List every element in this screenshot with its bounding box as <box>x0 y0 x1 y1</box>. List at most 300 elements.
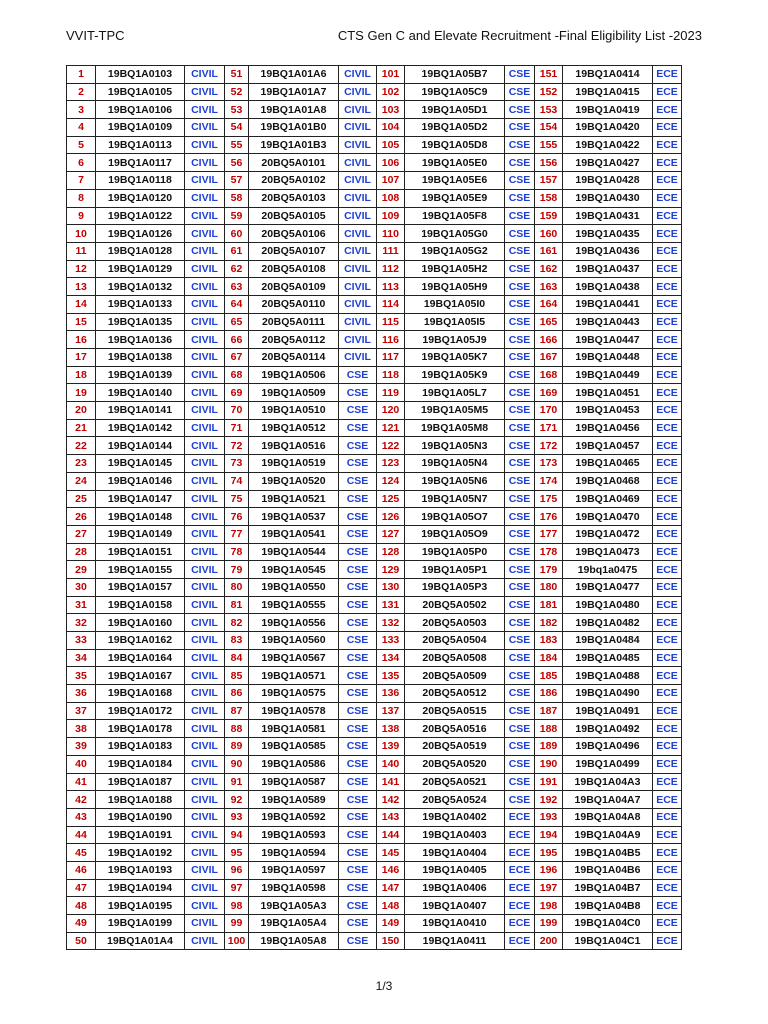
table-row <box>67 207 682 225</box>
branch-cell: ECE <box>653 384 682 402</box>
branch-cell: CSE <box>339 455 377 473</box>
roll-number-cell: 19BQ1A0470 <box>563 508 653 526</box>
roll-number-cell: 19BQ1A0122 <box>96 207 185 225</box>
roll-number-cell: 19BQ1A0146 <box>96 472 185 490</box>
serial-number-cell: 113 <box>377 278 405 296</box>
serial-number-cell: 123 <box>377 455 405 473</box>
serial-number-cell: 78 <box>225 543 249 561</box>
branch-cell: ECE <box>653 649 682 667</box>
roll-number-cell: 19BQ1A0126 <box>96 225 185 243</box>
serial-number-cell: 70 <box>225 402 249 420</box>
roll-number-cell: 19BQ1A0512 <box>249 419 339 437</box>
roll-number-cell: 19BQ1A0193 <box>96 861 185 879</box>
roll-number-cell: 19BQ1A0144 <box>96 437 185 455</box>
serial-number-cell: 58 <box>225 189 249 207</box>
serial-number-cell: 95 <box>225 844 249 862</box>
branch-cell: ECE <box>653 260 682 278</box>
roll-number-cell: 19BQ1A0555 <box>249 596 339 614</box>
serial-number-cell: 141 <box>377 773 405 791</box>
serial-number-cell: 119 <box>377 384 405 402</box>
serial-number-cell: 104 <box>377 119 405 137</box>
branch-cell: CSE <box>505 490 535 508</box>
roll-number-cell: 19BQ1A0120 <box>96 189 185 207</box>
table-row <box>67 101 682 119</box>
branch-cell: CSE <box>505 384 535 402</box>
serial-number-cell: 200 <box>535 932 563 950</box>
roll-number-cell: 20BQ5A0106 <box>249 225 339 243</box>
serial-number-cell: 148 <box>377 897 405 915</box>
roll-number-cell: 19BQ1A0410 <box>405 915 505 933</box>
serial-number-cell: 122 <box>377 437 405 455</box>
branch-cell: ECE <box>653 490 682 508</box>
branch-cell: CIVIL <box>185 649 225 667</box>
table-row <box>67 844 682 862</box>
serial-number-cell: 14 <box>67 295 96 313</box>
roll-number-cell: 19BQ1A0103 <box>96 66 185 84</box>
branch-cell: ECE <box>653 119 682 137</box>
serial-number-cell: 185 <box>535 667 563 685</box>
roll-number-cell: 19BQ1A0155 <box>96 561 185 579</box>
table-row <box>67 472 682 490</box>
table-row <box>67 720 682 738</box>
roll-number-cell: 19BQ1A05P0 <box>405 543 505 561</box>
roll-number-cell: 19BQ1A0427 <box>563 154 653 172</box>
table-row <box>67 525 682 543</box>
roll-number-cell: 19BQ1A0597 <box>249 861 339 879</box>
branch-cell: CIVIL <box>185 490 225 508</box>
roll-number-cell: 20BQ5A0504 <box>405 632 505 650</box>
serial-number-cell: 72 <box>225 437 249 455</box>
roll-number-cell: 19BQ1A0537 <box>249 508 339 526</box>
branch-cell: CSE <box>505 649 535 667</box>
serial-number-cell: 89 <box>225 738 249 756</box>
serial-number-cell: 117 <box>377 349 405 367</box>
branch-cell: CSE <box>505 561 535 579</box>
serial-number-cell: 45 <box>67 844 96 862</box>
roll-number-cell: 19BQ1A05L7 <box>405 384 505 402</box>
table-row <box>67 419 682 437</box>
branch-cell: CIVIL <box>185 207 225 225</box>
roll-number-cell: 19BQ1A04B8 <box>563 897 653 915</box>
branch-cell: ECE <box>653 172 682 190</box>
serial-number-cell: 87 <box>225 702 249 720</box>
roll-number-cell: 20BQ5A0503 <box>405 614 505 632</box>
branch-cell: CSE <box>505 154 535 172</box>
serial-number-cell: 1 <box>67 66 96 84</box>
roll-number-cell: 19BQ1A0420 <box>563 119 653 137</box>
roll-number-cell: 19BQ1A0585 <box>249 738 339 756</box>
table-row <box>67 596 682 614</box>
branch-cell: CIVIL <box>185 702 225 720</box>
serial-number-cell: 10 <box>67 225 96 243</box>
serial-number-cell: 96 <box>225 861 249 879</box>
serial-number-cell: 147 <box>377 879 405 897</box>
serial-number-cell: 82 <box>225 614 249 632</box>
roll-number-cell: 19BQ1A0199 <box>96 915 185 933</box>
roll-number-cell: 19BQ1A0571 <box>249 667 339 685</box>
roll-number-cell: 19BQ1A01A7 <box>249 83 339 101</box>
branch-cell: CIVIL <box>185 225 225 243</box>
serial-number-cell: 162 <box>535 260 563 278</box>
roll-number-cell: 19BQ1A0488 <box>563 667 653 685</box>
table-row <box>67 455 682 473</box>
roll-number-cell: 19BQ1A0142 <box>96 419 185 437</box>
branch-cell: CSE <box>339 490 377 508</box>
roll-number-cell: 20BQ5A0524 <box>405 791 505 809</box>
roll-number-cell: 20BQ5A0102 <box>249 172 339 190</box>
branch-cell: ECE <box>505 915 535 933</box>
serial-number-cell: 23 <box>67 455 96 473</box>
branch-cell: CIVIL <box>185 260 225 278</box>
branch-cell: CSE <box>339 897 377 915</box>
roll-number-cell: 19BQ1A04C1 <box>563 932 653 950</box>
branch-cell: ECE <box>653 437 682 455</box>
branch-cell: CIVIL <box>185 66 225 84</box>
branch-cell: CIVIL <box>185 508 225 526</box>
table-row <box>67 861 682 879</box>
serial-number-cell: 102 <box>377 83 405 101</box>
serial-number-cell: 182 <box>535 614 563 632</box>
roll-number-cell: 19BQ1A0160 <box>96 614 185 632</box>
branch-cell: ECE <box>653 897 682 915</box>
roll-number-cell: 19BQ1A04A9 <box>563 826 653 844</box>
roll-number-cell: 19BQ1A0404 <box>405 844 505 862</box>
roll-number-cell: 19BQ1A0113 <box>96 136 185 154</box>
roll-number-cell: 20BQ5A0512 <box>405 685 505 703</box>
roll-number-cell: 19BQ1A0138 <box>96 349 185 367</box>
serial-number-cell: 130 <box>377 578 405 596</box>
branch-cell: CSE <box>505 331 535 349</box>
roll-number-cell: 19BQ1A0496 <box>563 738 653 756</box>
branch-cell: ECE <box>653 720 682 738</box>
branch-cell: ECE <box>505 844 535 862</box>
branch-cell: CIVIL <box>339 101 377 119</box>
branch-cell: CSE <box>339 879 377 897</box>
roll-number-cell: 19BQ1A05O7 <box>405 508 505 526</box>
branch-cell: ECE <box>653 525 682 543</box>
serial-number-cell: 99 <box>225 915 249 933</box>
roll-number-cell: 19BQ1A0448 <box>563 349 653 367</box>
branch-cell: ECE <box>653 791 682 809</box>
table-row <box>67 83 682 101</box>
roll-number-cell: 19BQ1A05K7 <box>405 349 505 367</box>
branch-cell: ECE <box>653 932 682 950</box>
serial-number-cell: 131 <box>377 596 405 614</box>
serial-number-cell: 69 <box>225 384 249 402</box>
table-row <box>67 508 682 526</box>
serial-number-cell: 91 <box>225 773 249 791</box>
table-row <box>67 225 682 243</box>
roll-number-cell: 19BQ1A0133 <box>96 295 185 313</box>
serial-number-cell: 195 <box>535 844 563 862</box>
serial-number-cell: 139 <box>377 738 405 756</box>
branch-cell: CIVIL <box>185 101 225 119</box>
roll-number-cell: 19BQ1A0149 <box>96 525 185 543</box>
branch-cell: CSE <box>505 596 535 614</box>
serial-number-cell: 156 <box>535 154 563 172</box>
serial-number-cell: 85 <box>225 667 249 685</box>
table-row <box>67 136 682 154</box>
serial-number-cell: 50 <box>67 932 96 950</box>
branch-cell: CIVIL <box>339 278 377 296</box>
serial-number-cell: 25 <box>67 490 96 508</box>
branch-cell: CSE <box>505 189 535 207</box>
roll-number-cell: 19BQ1A05A3 <box>249 897 339 915</box>
roll-number-cell: 19BQ1A0194 <box>96 879 185 897</box>
branch-cell: ECE <box>653 685 682 703</box>
serial-number-cell: 115 <box>377 313 405 331</box>
serial-number-cell: 63 <box>225 278 249 296</box>
serial-number-cell: 151 <box>535 66 563 84</box>
table-row <box>67 702 682 720</box>
roll-number-cell: 19BQ1A0480 <box>563 596 653 614</box>
branch-cell: CIVIL <box>185 738 225 756</box>
branch-cell: CIVIL <box>185 543 225 561</box>
branch-cell: CSE <box>339 649 377 667</box>
branch-cell: CSE <box>505 83 535 101</box>
roll-number-cell: 19BQ1A05I0 <box>405 295 505 313</box>
roll-number-cell: 19BQ1A04A3 <box>563 773 653 791</box>
branch-cell: CIVIL <box>185 349 225 367</box>
eligibility-table <box>66 65 682 950</box>
serial-number-cell: 79 <box>225 561 249 579</box>
serial-number-cell: 3 <box>67 101 96 119</box>
roll-number-cell: 19BQ1A0109 <box>96 119 185 137</box>
serial-number-cell: 64 <box>225 295 249 313</box>
roll-number-cell: 19BQ1A0407 <box>405 897 505 915</box>
roll-number-cell: 19BQ1A05H2 <box>405 260 505 278</box>
branch-cell: CIVIL <box>185 879 225 897</box>
roll-number-cell: 20BQ5A0105 <box>249 207 339 225</box>
roll-number-cell: 19BQ1A0158 <box>96 596 185 614</box>
roll-number-cell: 20BQ5A0516 <box>405 720 505 738</box>
serial-number-cell: 41 <box>67 773 96 791</box>
branch-cell: CIVIL <box>339 136 377 154</box>
serial-number-cell: 172 <box>535 437 563 455</box>
roll-number-cell: 19BQ1A05E9 <box>405 189 505 207</box>
serial-number-cell: 74 <box>225 472 249 490</box>
roll-number-cell: 20BQ5A0111 <box>249 313 339 331</box>
branch-cell: ECE <box>653 596 682 614</box>
branch-cell: ECE <box>653 667 682 685</box>
branch-cell: ECE <box>653 508 682 526</box>
branch-cell: CIVIL <box>185 897 225 915</box>
branch-cell: CIVIL <box>339 295 377 313</box>
branch-cell: ECE <box>653 225 682 243</box>
branch-cell: CIVIL <box>185 455 225 473</box>
branch-cell: CSE <box>505 260 535 278</box>
branch-cell: ECE <box>653 632 682 650</box>
branch-cell: CSE <box>505 349 535 367</box>
roll-number-cell: 19BQ1A0435 <box>563 225 653 243</box>
roll-number-cell: 19BQ1A0106 <box>96 101 185 119</box>
table-row <box>67 632 682 650</box>
branch-cell: CIVIL <box>185 402 225 420</box>
roll-number-cell: 19BQ1A0598 <box>249 879 339 897</box>
branch-cell: CSE <box>505 773 535 791</box>
serial-number-cell: 83 <box>225 632 249 650</box>
branch-cell: ECE <box>653 278 682 296</box>
serial-number-cell: 59 <box>225 207 249 225</box>
serial-number-cell: 189 <box>535 738 563 756</box>
serial-number-cell: 173 <box>535 455 563 473</box>
roll-number-cell: 19BQ1A0437 <box>563 260 653 278</box>
branch-cell: CSE <box>339 685 377 703</box>
roll-number-cell: 19BQ1A0453 <box>563 402 653 420</box>
serial-number-cell: 98 <box>225 897 249 915</box>
roll-number-cell: 19BQ1A05M5 <box>405 402 505 420</box>
branch-cell: CIVIL <box>185 755 225 773</box>
serial-number-cell: 159 <box>535 207 563 225</box>
branch-cell: CSE <box>505 614 535 632</box>
serial-number-cell: 160 <box>535 225 563 243</box>
serial-number-cell: 137 <box>377 702 405 720</box>
branch-cell: CIVIL <box>339 349 377 367</box>
serial-number-cell: 169 <box>535 384 563 402</box>
roll-number-cell: 19BQ1A0132 <box>96 278 185 296</box>
serial-number-cell: 154 <box>535 119 563 137</box>
roll-number-cell: 20BQ5A0520 <box>405 755 505 773</box>
table-row <box>67 172 682 190</box>
branch-cell: CSE <box>505 419 535 437</box>
branch-cell: CIVIL <box>185 808 225 826</box>
serial-number-cell: 55 <box>225 136 249 154</box>
roll-number-cell: 19BQ1A0578 <box>249 702 339 720</box>
table-row <box>67 119 682 137</box>
serial-number-cell: 42 <box>67 791 96 809</box>
branch-cell: CIVIL <box>185 826 225 844</box>
serial-number-cell: 194 <box>535 826 563 844</box>
roll-number-cell: 19BQ1A0414 <box>563 66 653 84</box>
table-row <box>67 826 682 844</box>
serial-number-cell: 49 <box>67 915 96 933</box>
serial-number-cell: 164 <box>535 295 563 313</box>
serial-number-cell: 150 <box>377 932 405 950</box>
roll-number-cell: 19BQ1A05A4 <box>249 915 339 933</box>
branch-cell: CSE <box>339 614 377 632</box>
roll-number-cell: 19BQ1A0491 <box>563 702 653 720</box>
serial-number-cell: 16 <box>67 331 96 349</box>
serial-number-cell: 134 <box>377 649 405 667</box>
branch-cell: ECE <box>653 808 682 826</box>
roll-number-cell: 20BQ5A0108 <box>249 260 339 278</box>
serial-number-cell: 43 <box>67 808 96 826</box>
roll-number-cell: 19BQ1A0465 <box>563 455 653 473</box>
roll-number-cell: 19BQ1A0402 <box>405 808 505 826</box>
branch-cell: ECE <box>653 844 682 862</box>
branch-cell: CSE <box>339 861 377 879</box>
branch-cell: CSE <box>339 702 377 720</box>
branch-cell: ECE <box>505 861 535 879</box>
table-row <box>67 154 682 172</box>
serial-number-cell: 155 <box>535 136 563 154</box>
serial-number-cell: 76 <box>225 508 249 526</box>
serial-number-cell: 73 <box>225 455 249 473</box>
roll-number-cell: 19BQ1A05F8 <box>405 207 505 225</box>
table-row <box>67 313 682 331</box>
serial-number-cell: 146 <box>377 861 405 879</box>
roll-number-cell: 19BQ1A0190 <box>96 808 185 826</box>
roll-number-cell: 19BQ1A0411 <box>405 932 505 950</box>
branch-cell: CSE <box>339 773 377 791</box>
serial-number-cell: 198 <box>535 897 563 915</box>
branch-cell: CSE <box>505 525 535 543</box>
roll-number-cell: 19BQ1A01A4 <box>96 932 185 950</box>
serial-number-cell: 34 <box>67 649 96 667</box>
branch-cell: CSE <box>505 66 535 84</box>
branch-cell: CSE <box>339 402 377 420</box>
branch-cell: ECE <box>653 313 682 331</box>
roll-number-cell: 19BQ1A0560 <box>249 632 339 650</box>
table-row <box>67 685 682 703</box>
table-row <box>67 66 682 84</box>
branch-cell: CSE <box>505 295 535 313</box>
branch-cell: CIVIL <box>339 313 377 331</box>
serial-number-cell: 35 <box>67 667 96 685</box>
roll-number-cell: 19BQ1A0441 <box>563 295 653 313</box>
branch-cell: CSE <box>505 455 535 473</box>
branch-cell: ECE <box>653 773 682 791</box>
serial-number-cell: 177 <box>535 525 563 543</box>
branch-cell: CSE <box>505 720 535 738</box>
roll-number-cell: 19BQ1A0451 <box>563 384 653 402</box>
branch-cell: CIVIL <box>185 667 225 685</box>
branch-cell: CIVIL <box>339 119 377 137</box>
roll-number-cell: 20BQ5A0107 <box>249 242 339 260</box>
eligibility-table-body <box>67 66 682 950</box>
branch-cell: CSE <box>505 207 535 225</box>
roll-number-cell: 19BQ1A04B7 <box>563 879 653 897</box>
serial-number-cell: 24 <box>67 472 96 490</box>
roll-number-cell: 20BQ5A0509 <box>405 667 505 685</box>
serial-number-cell: 40 <box>67 755 96 773</box>
serial-number-cell: 67 <box>225 349 249 367</box>
branch-cell: CIVIL <box>339 189 377 207</box>
table-row <box>67 189 682 207</box>
serial-number-cell: 106 <box>377 154 405 172</box>
table-row <box>67 791 682 809</box>
roll-number-cell: 19BQ1A01A8 <box>249 101 339 119</box>
serial-number-cell: 48 <box>67 897 96 915</box>
serial-number-cell: 5 <box>67 136 96 154</box>
branch-cell: ECE <box>653 614 682 632</box>
branch-cell: CIVIL <box>185 295 225 313</box>
branch-cell: CIVIL <box>185 915 225 933</box>
serial-number-cell: 27 <box>67 525 96 543</box>
serial-number-cell: 20 <box>67 402 96 420</box>
roll-number-cell: 19BQ1A05G2 <box>405 242 505 260</box>
serial-number-cell: 192 <box>535 791 563 809</box>
roll-number-cell: 19BQ1A0469 <box>563 490 653 508</box>
serial-number-cell: 157 <box>535 172 563 190</box>
branch-cell: ECE <box>653 578 682 596</box>
roll-number-cell: 19BQ1A0431 <box>563 207 653 225</box>
branch-cell: CSE <box>339 632 377 650</box>
roll-number-cell: 19BQ1A0449 <box>563 366 653 384</box>
roll-number-cell: 19BQ1A05P1 <box>405 561 505 579</box>
roll-number-cell: 19BQ1A0167 <box>96 667 185 685</box>
branch-cell: ECE <box>653 561 682 579</box>
roll-number-cell: 19BQ1A04A8 <box>563 808 653 826</box>
roll-number-cell: 19BQ1A0139 <box>96 366 185 384</box>
serial-number-cell: 33 <box>67 632 96 650</box>
roll-number-cell: 19bq1a0475 <box>563 561 653 579</box>
roll-number-cell: 19BQ1A0545 <box>249 561 339 579</box>
branch-cell: CSE <box>505 172 535 190</box>
roll-number-cell: 20BQ5A0109 <box>249 278 339 296</box>
serial-number-cell: 61 <box>225 242 249 260</box>
roll-number-cell: 19BQ1A0485 <box>563 649 653 667</box>
